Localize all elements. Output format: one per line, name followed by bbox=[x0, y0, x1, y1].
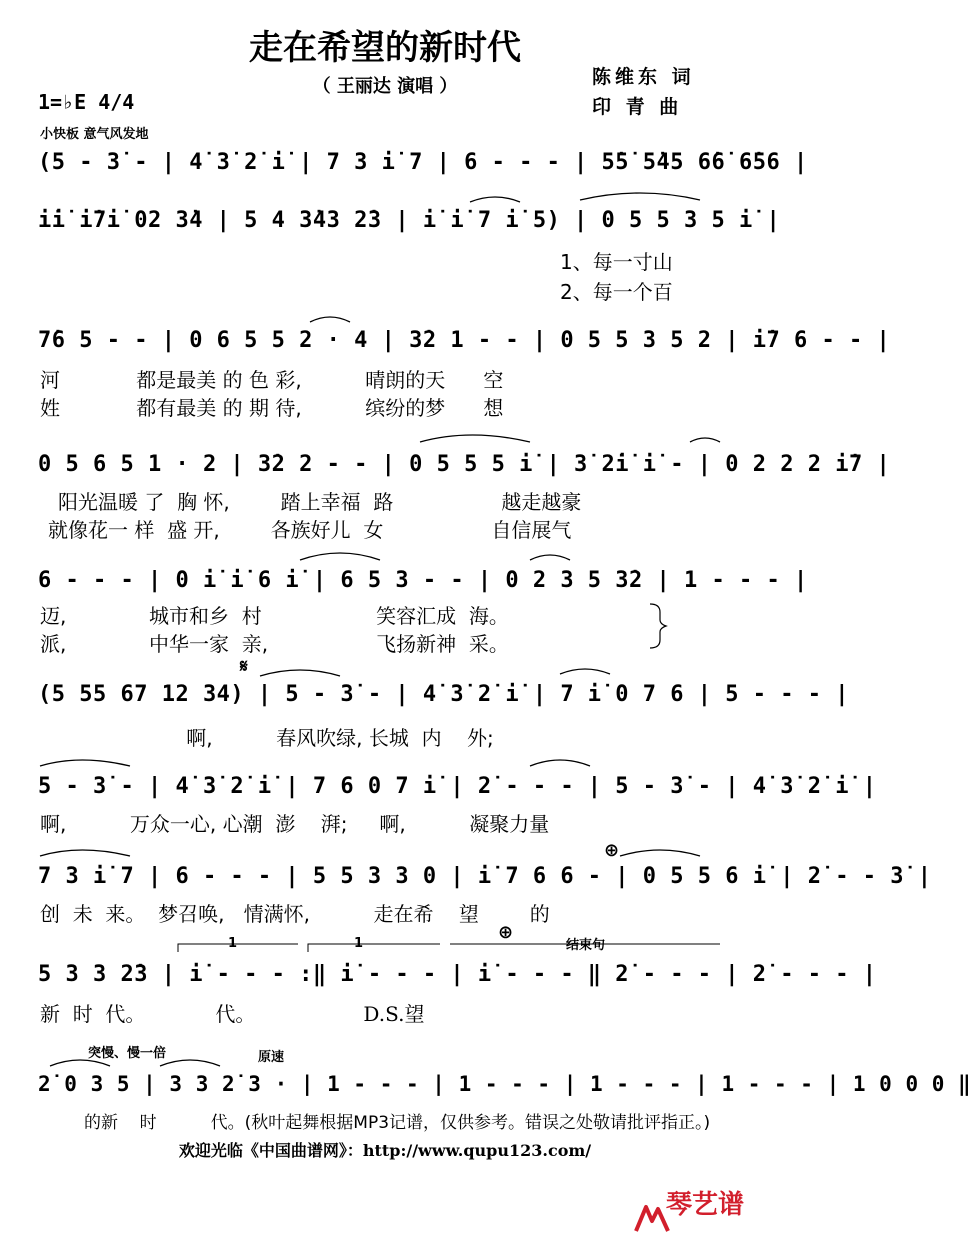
lyric-row-2-verse-1: 1、每一寸山 bbox=[560, 250, 673, 274]
notation-row-5: 6 - - - | 0 i̇ i̇ 6 i̇ | 6 5 3 - - | 0 2 3 5 3̇2 | 1 - - - | bbox=[38, 568, 808, 593]
volta-1-line bbox=[178, 944, 298, 952]
slur-7 bbox=[530, 555, 570, 560]
volta-2-label: 1 bbox=[354, 936, 364, 951]
notation-row-7: 5 - 3̇ - | 4̇ 3̇ 2̇ i̇ | 7 6 0 7 i̇ | 2̇ - - - | 5 - 3̇ - | 4̇ 3̇ 2̇ i̇ | bbox=[38, 774, 877, 799]
slur-2 bbox=[470, 197, 520, 202]
notation-row-10: 2̇ 0 3 5 | 3 3 2̇ 3 · | 1 - - - | 1 - - - | 1 - - - | 1 - - - | 1 0 0 0 ‖ bbox=[38, 1072, 971, 1096]
tempo-change-original: 原速 bbox=[258, 1050, 285, 1065]
notation-row-6: (5 55 67 12 34) | 5 - 3̇ - | 4̇ 3̇ 2̇ i̇ | 7 i̇ 0 7 6 | 5 - - - | bbox=[38, 682, 849, 707]
slur-3 bbox=[310, 317, 350, 322]
lyric-row-7: 啊, 万众一心, 心潮 澎 湃; 啊, 凝聚力量 bbox=[40, 812, 550, 836]
brace-right bbox=[650, 604, 666, 648]
lyric-row-8: 创 未 来。 梦召唤, 情满怀, 走在希 望 的 bbox=[40, 902, 550, 926]
lyric-row-5-verse-1: 迈, 城市和乡 村 笑容汇成 海。 bbox=[40, 604, 509, 628]
site-credit: 欢迎光临《中国曲谱网》：http://www.qupu123.com/ bbox=[178, 1141, 592, 1160]
notation-row-4: 0 5 6 5 1 · 2 | 3̇2 2 - - | 0 5 5 5 i̇ | 3̇ 2̇i̇ i̇ - | 0 2 2 2 i̇7 | bbox=[38, 452, 891, 477]
lyric-row-6: 啊, 春风吹绿, 长城 内 外; bbox=[40, 726, 494, 750]
coda-mark-2: ⊕ bbox=[498, 922, 514, 943]
segno-mark: 𝄋 bbox=[240, 656, 248, 677]
slur-8 bbox=[260, 670, 340, 676]
volta-1-label: 1 bbox=[228, 936, 238, 951]
lyric-row-3-verse-2: 姓 都有最美 的 期 待, 缤纷的梦 想 bbox=[40, 396, 504, 420]
slur-4 bbox=[420, 435, 530, 442]
slur-1 bbox=[580, 193, 700, 200]
coda-mark: ⊕ bbox=[604, 840, 620, 861]
lyric-row-3-verse-1: 河 都是最美 的 色 彩, 晴朗的天 空 bbox=[40, 368, 504, 392]
key-signature: 1=♭E 4/4 bbox=[38, 90, 135, 114]
slur-5 bbox=[690, 438, 720, 442]
notation-row-1: (5 - 3̇ - | 4̇ 3̇ 2̇ i̇ | 7 3 i̇ 7 | 6 - - - | 5̇5̇ 5̇45 6̇6̇ 6̇56 | bbox=[38, 150, 808, 175]
volta-2-line bbox=[308, 944, 440, 952]
notation-row-2: i̇i̇ i̇7i̇ 02 3̇4 | 5 4 3̇43 2̇3 | i̇ i̇ 7 i̇ 5) | 0 5 5 3 5 i̇ | bbox=[38, 208, 781, 233]
song-title: 走在希望的新时代 bbox=[249, 28, 521, 68]
slur-14 bbox=[50, 1060, 110, 1066]
lyricist-credit: 陈维东 词 bbox=[592, 66, 695, 88]
tempo-change-slow: 突慢、慢一倍 bbox=[88, 1046, 167, 1061]
slur-12 bbox=[40, 850, 130, 856]
lyric-row-5-verse-2: 派, 中华一家 亲, 飞扬新神 采。 bbox=[40, 632, 509, 656]
slur-13 bbox=[620, 850, 700, 856]
notation-row-9: 5 3 3 2̇3 | i̇ - - - :‖ i̇ - - - | i̇ - - - ‖ 2̇ - - - | 2̇ - - - | bbox=[38, 962, 877, 987]
slur-9 bbox=[560, 669, 610, 674]
notation-row-3: 7̇6 5 - - | 0 6 5 5 2 · 4 | 3̇2 1 - - | 0 5 5 3 5 2 | i̇7 6 - - | bbox=[38, 328, 891, 353]
lyric-row-2-verse-2: 2、每一个百 bbox=[560, 280, 673, 304]
lyric-row-9: 新 时 代。 代。 D.S.望 bbox=[40, 1002, 425, 1026]
lyric-row-4-verse-2: 就像花一 样 盛 开, 各族好儿 女 自信展气 bbox=[48, 518, 572, 542]
slur-6 bbox=[300, 553, 380, 560]
slur-15 bbox=[160, 1060, 220, 1066]
notation-row-8: 7 3 i̇ 7 | 6 - - - | 5 5 3 3 0 | i̇ 7 6 6 - | 0 5 5 6 i̇ | 2̇ - - 3̇ | bbox=[38, 864, 932, 889]
composer-credit: 印 青 曲 bbox=[592, 96, 683, 118]
ending-label: 结束句 bbox=[566, 938, 606, 953]
logo-text: 琴艺谱 bbox=[666, 1190, 745, 1220]
slur-11 bbox=[530, 760, 590, 766]
lyric-row-10: 的新 时 代。(秋叶起舞根据MP3记谱，仅供参考。错误之处敬请批评指正。) bbox=[84, 1113, 711, 1133]
slur-10 bbox=[40, 760, 130, 766]
lyric-row-4-verse-1: 阳光温暖 了 胸 怀, 踏上幸福 路 越走越豪 bbox=[58, 490, 582, 514]
singer-credit: （ 王丽达 演唱 ） bbox=[312, 76, 458, 97]
tempo-marking: 小快板 意气风发地 bbox=[40, 127, 149, 142]
